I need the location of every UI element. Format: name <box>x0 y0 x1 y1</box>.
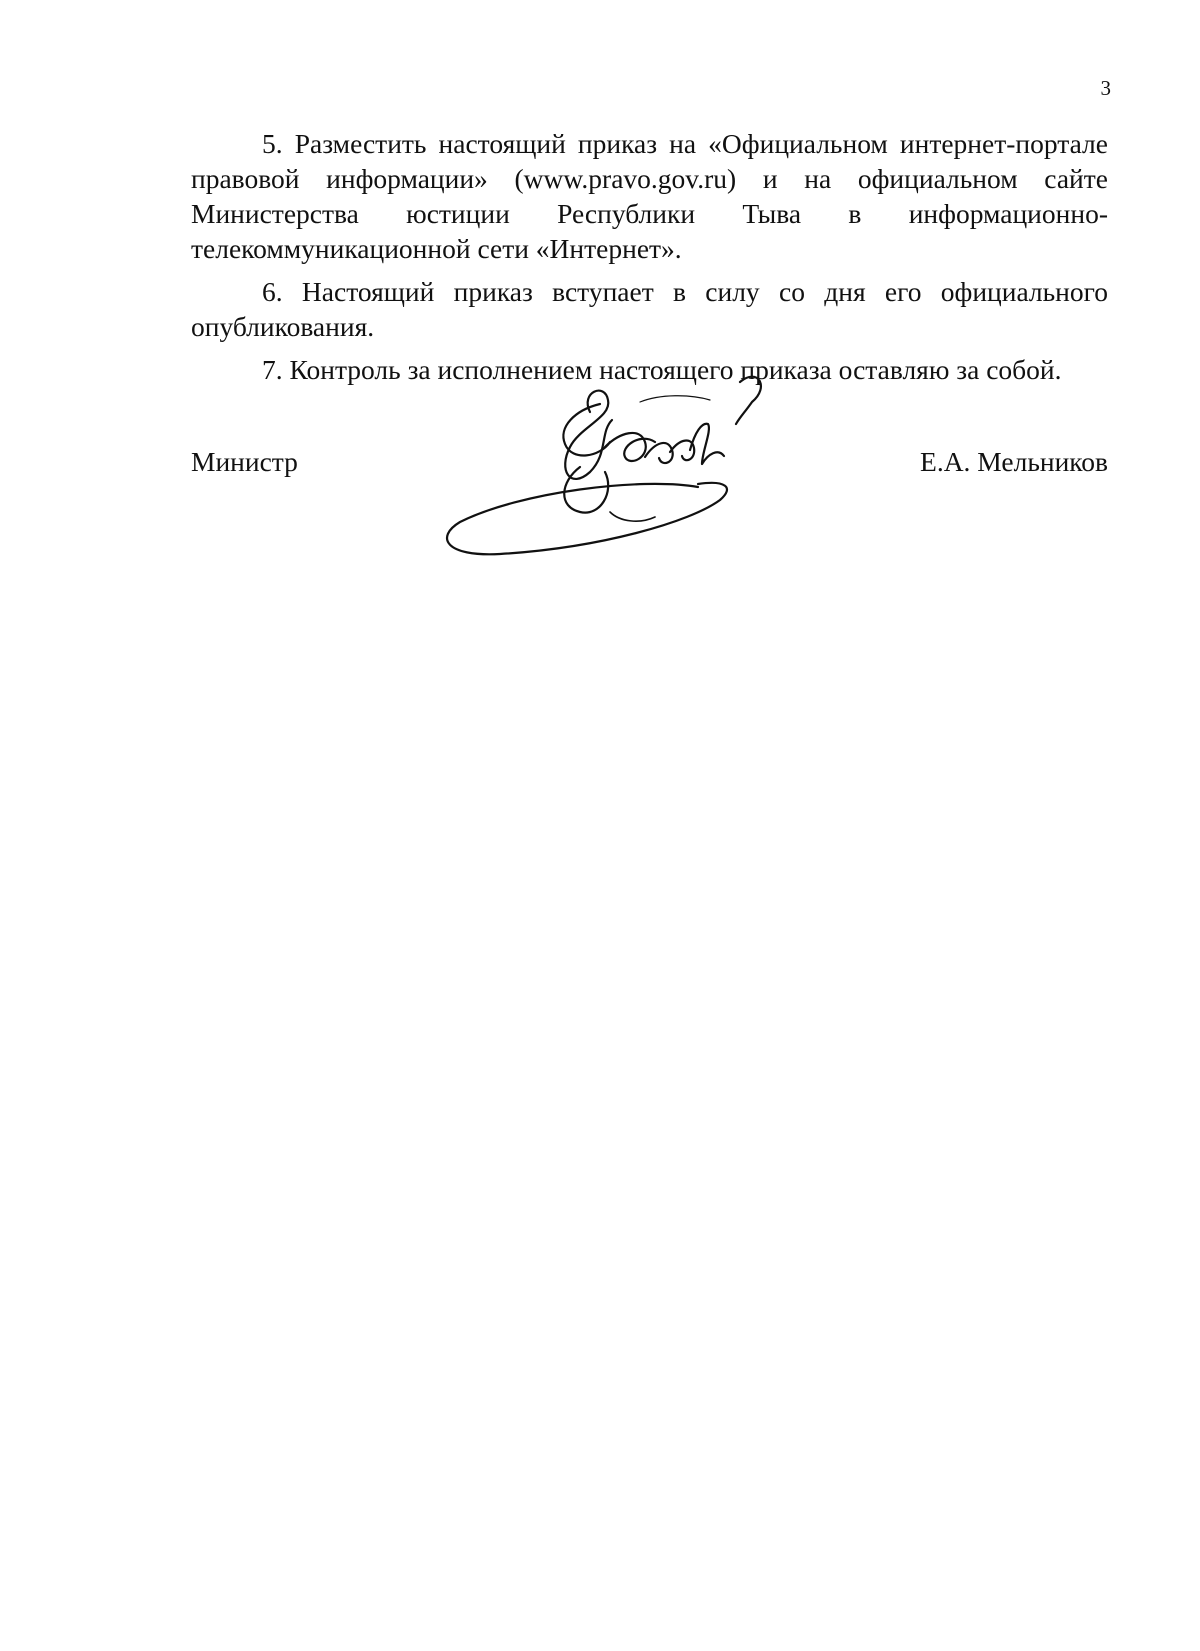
document-body <box>191 126 1108 395</box>
page-number: 3 <box>1100 76 1111 100</box>
signature-block <box>191 444 1108 484</box>
paragraph-7: 7. Контроль за исполнением настоящего приказа оставляю за собой. <box>262 354 1062 385</box>
paragraph-5: 5. Разместить настоящий приказ на «Официальном интернет-портале правовой информации» (www.pravo.gov.ru) и на официальном сайте Министерства юстиции Республики Тыва в информационно-телекоммуникационной сети «Интернет». <box>191 128 1108 264</box>
signatory-position: Министр <box>191 446 298 477</box>
paragraph-6: 6. Настоящий приказ вступает в силу со дня его официального опубликования. <box>191 276 1108 342</box>
signatory-name: Е.А. Мельников <box>920 446 1108 477</box>
